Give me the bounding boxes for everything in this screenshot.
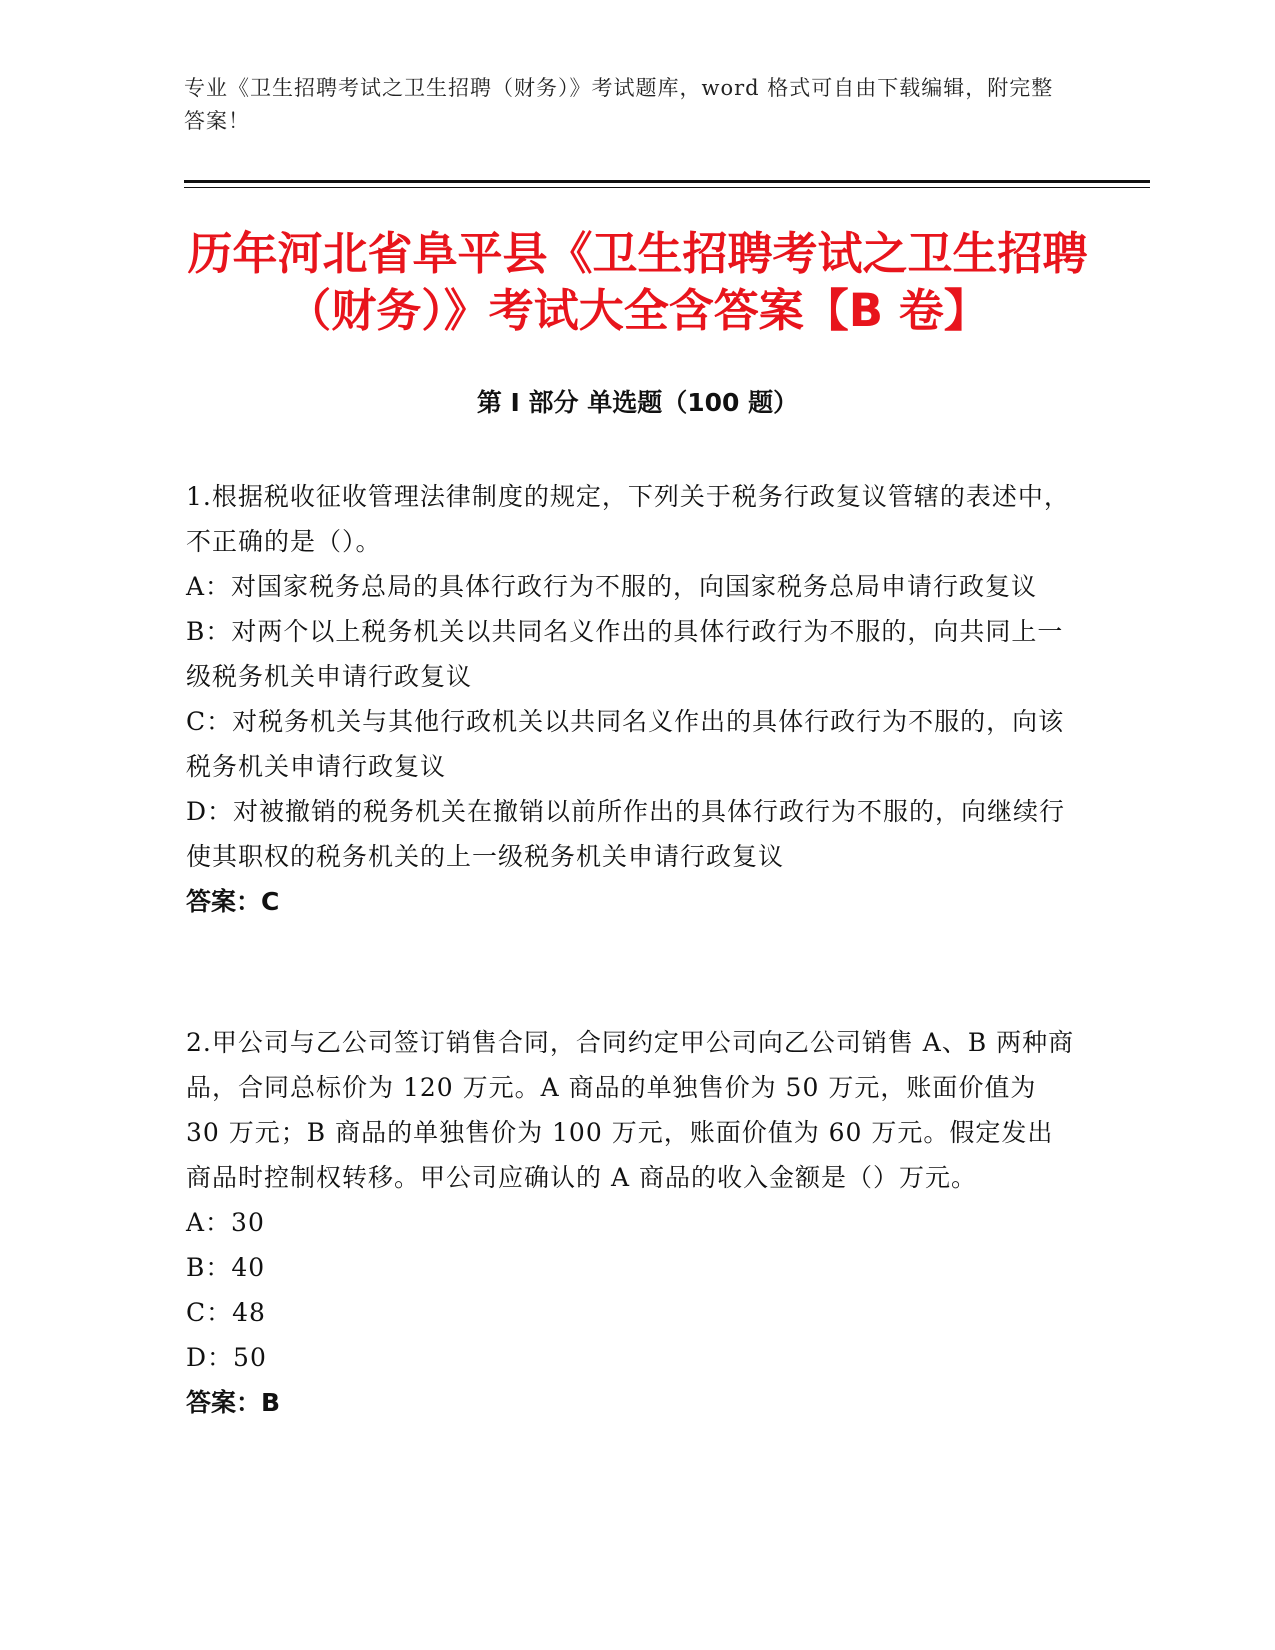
header-rule-thick (184, 180, 1150, 183)
header-rule-thin (184, 187, 1150, 188)
option-d: D：50 (186, 1343, 267, 1372)
document-title: 历年河北省阜平县《卫生招聘考试之卫生招聘（财务）》考试大全含答案【B 卷】 (187, 227, 1088, 337)
option-b: B：40 (186, 1253, 266, 1282)
question-1 (186, 474, 1076, 924)
answer: 答案：B (186, 1388, 281, 1417)
question-2 (186, 1020, 1076, 1425)
question-stem: 1.根据税收征收管理法律制度的规定，下列关于税务行政复议管辖的表述中，不正确的是（）。 (186, 482, 1070, 556)
option-c: C：对税务机关与其他行政机关以共同名义作出的具体行政行为不服的，向该税务机关申请行政复议 (186, 707, 1065, 781)
option-a: A：对国家税务总局的具体行政行为不服的，向国家税务总局申请行政复议 (186, 572, 1038, 601)
option-d: D：对被撤销的税务机关在撤销以前所作出的具体行政行为不服的，向继续行使其职权的税务机关的上一级税务机关申请行政复议 (186, 797, 1066, 871)
option-a: A：30 (186, 1208, 265, 1237)
section-heading: 第 I 部分 单选题（100 题） (476, 388, 799, 417)
option-b: B：对两个以上税务机关以共同名义作出的具体行政行为不服的，向共同上一级税务机关申请行政复议 (186, 617, 1064, 691)
answer: 答案：C (186, 887, 280, 916)
option-c: C：48 (186, 1298, 266, 1327)
header-note: 专业《卫生招聘考试之卫生招聘（财务）》考试题库，word 格式可自由下载编辑，附完整答案！ (184, 76, 1054, 133)
question-stem: 2.甲公司与乙公司签订销售合同，合同约定甲公司向乙公司销售 A、B 两种商品，合同总标价为 120 万元。A 商品的单独售价为 50 万元，账面价值为 30 万元；B 商品的单独售价为 100 万元，账面价值为 60 万元。假定发出商品时控制权转移。甲公司应确认的 A 商品的收入金额是（）万元。 (186, 1028, 1075, 1192)
